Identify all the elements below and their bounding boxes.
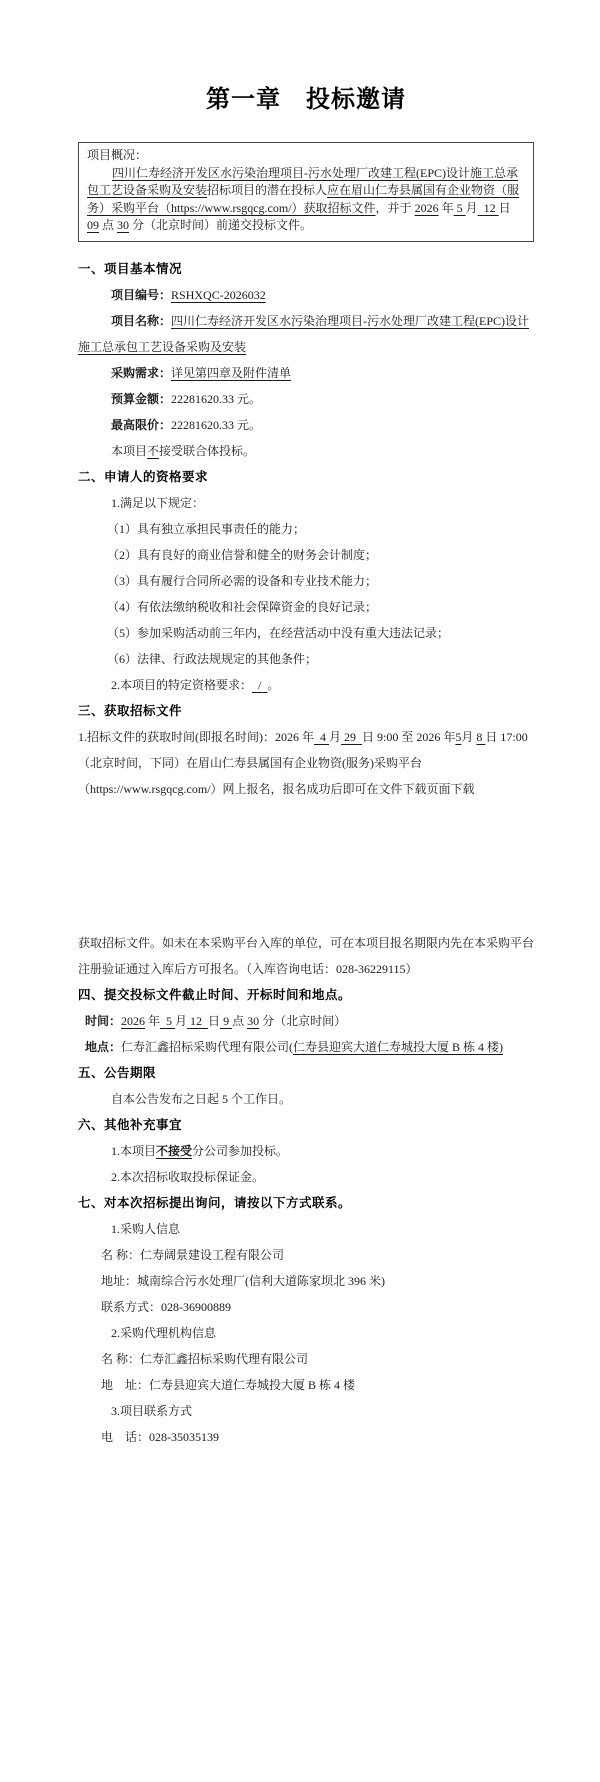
place-address: 仁寿县迎宾大道仁寿城投大厦 B 栋 4 楼): [293, 1039, 504, 1054]
overview-month: 5: [453, 200, 466, 215]
place-company: 仁寿汇鑫招标采购代理有限公司(: [121, 1039, 294, 1054]
qualification-item-3: （3）具有履行合同所必需的设备和专业技术能力；: [107, 573, 378, 588]
project-code-label: 项目编号：: [111, 287, 172, 302]
budget-value: 22281620.33 元。: [171, 391, 262, 406]
qualification-item-5: （5）参加采购活动前三年内，在经营活动中没有重大违法记录；: [107, 625, 450, 640]
obtain-docs-paragraph-cont: 获取招标文件。如未在本采购平台入库的单位，可在本项目报名期限内先在本采购平台注册验证通过入库后方可报名。（入库咨询电话：028-36229115）: [78, 935, 535, 976]
buyer-tel-line: [78, 1294, 534, 1320]
project-tel-line: [78, 1424, 534, 1450]
deadline-place-line: [78, 1034, 534, 1060]
overview-project-name: 四川仁寿经济开发区水污染治理项目-污水处理厂改建工程(EPC)设计施工总承包工艺设备采购及安装: [87, 165, 518, 197]
special-qualification-blank: /: [252, 677, 268, 692]
section-6-heading: 六、其他补充事宜: [78, 1117, 183, 1132]
overview-hour: 09: [87, 218, 99, 232]
agent-info-title: 2.采购代理机构信息: [111, 1325, 217, 1340]
qualification-item-2: （2）具有良好的商业信誉和健全的财务会计制度；: [107, 547, 378, 562]
cap-label: 最高限价：: [111, 417, 172, 432]
overview-platform: 应在眉山仁寿县属国有企业物资（服务）采购平台（https://www.rsgqcg.com/）获取招标文件: [87, 183, 520, 215]
section-1-heading: 一、项目基本情况: [78, 261, 183, 276]
document-body: [78, 256, 534, 1450]
project-code-line: [78, 282, 534, 308]
cap-value: 22281620.33 元。: [171, 417, 262, 432]
obtain-day-value: 29: [341, 729, 363, 744]
not-accept-branch: 不接受: [156, 1143, 193, 1158]
obtain-end-month: 5: [455, 729, 462, 744]
section-4-heading: 四、提交投标文件截止时间、开标时间和地点。: [78, 987, 352, 1002]
obtain-end-day: 8: [476, 729, 486, 744]
demand-value: 详见第四章及附件清单: [171, 365, 292, 380]
agent-name-label: 名 称：: [101, 1351, 141, 1366]
qualification-item-1: （1）具有独立承担民事责任的能力；: [107, 521, 306, 536]
section-3-heading: 三、获取招标文件: [78, 703, 183, 718]
announcement-period-line: 自本公告发布之日起 5 个工作日。: [111, 1091, 292, 1106]
section-7-heading: 七、对本次招标提出询问，请按以下方式联系。: [78, 1195, 352, 1210]
buyer-info-title: 1.采购人信息: [111, 1221, 181, 1236]
project-name-label: 项目名称：: [111, 313, 172, 328]
section-5-heading: 五、公告期限: [78, 1065, 157, 1080]
project-name-value: 四川仁寿经济开发区水污染治理项目-污水处理厂改建工程(EPC)设计施工总承包工艺设备采购及安装: [78, 313, 530, 354]
deadline-hour: 9: [220, 1013, 233, 1028]
deadline-year: 2026: [121, 1013, 146, 1028]
obtain-docs-paragraph: 1.招标文件的获取时间(即报名时间)：2026 年 4 月 29 日 9:00 至 2026 年5月 8 日 17:00（北京时间，下同）在眉山仁寿县属国有企业物资(服务)采购平台（https://www.rsgqcg.com/）网上报名，报名成功后即可在文件下载页面下载: [78, 729, 528, 796]
budget-label: 预算金额：: [111, 391, 172, 406]
budget-line: [78, 386, 534, 412]
project-tel-label: 电 话：: [101, 1429, 150, 1444]
overview-minute: 30: [117, 218, 130, 232]
qualification-item-4: （4）有依法缴纳税收和社会保障资金的良好记录；: [107, 599, 378, 614]
deadline-day: 12: [187, 1013, 209, 1028]
qualification-intro: 1.满足以下规定：: [111, 495, 205, 510]
project-tel-value: 028-35035139: [149, 1429, 220, 1444]
buyer-name-value: 仁寿阔景建设工程有限公司: [140, 1247, 285, 1262]
buyer-tel-value: 028-36900889: [161, 1299, 232, 1314]
buyer-name-label: 名 称：: [101, 1247, 141, 1262]
deadline-minute: 30: [247, 1013, 260, 1028]
document-page: [0, 86, 600, 1450]
page-title: 第一章 投标邀请: [206, 87, 406, 113]
project-overview-box: [78, 142, 534, 242]
buyer-address-value: 城南综合污水处理厂(信利大道陈家坝北 396 米): [137, 1273, 386, 1288]
page-break-gap: [78, 802, 534, 930]
project-code-value: RSHXQC-2026032: [171, 287, 266, 302]
qualification-item-6: （6）法律、行政法规规定的其他条件；: [107, 651, 318, 666]
project-name-line: [78, 308, 534, 360]
overview-paragraph: 四川仁寿经济开发区水污染治理项目-污水处理厂改建工程(EPC)设计施工总承包工艺设备采购及安装招标项目的潜在投标人应在眉山仁寿县属国有企业物资（服务）采购平台（https://www.rsgqcg.com/）获取招标文件，并于 2026 年 5 月 12 日 09 点 30 分（北京时间）前递交投标文件。: [87, 165, 520, 232]
obtain-month-value: 4: [314, 729, 329, 744]
place-label: 地点：: [85, 1039, 122, 1054]
deadline-month: 5: [160, 1013, 176, 1028]
section-2-heading: 二、申请人的资格要求: [78, 469, 209, 484]
time-label: 时间：: [85, 1013, 122, 1028]
buyer-name-line: [78, 1242, 534, 1268]
agent-address-value: 仁寿县迎宾大道仁寿城投大厦 B 栋 4 楼: [149, 1377, 356, 1392]
special-qualification-line: 2.本项目的特定资格要求： / 。: [111, 677, 280, 692]
overview-text: 招标项目的潜在投标人: [207, 183, 328, 197]
overview-label: 项目概况：: [87, 148, 148, 162]
agent-name-line: [78, 1346, 534, 1372]
overview-year: 2026: [414, 200, 439, 215]
agent-address-label: 地 址：: [101, 1377, 150, 1392]
overview-day: 12: [477, 200, 499, 215]
buyer-tel-label: 联系方式：: [101, 1299, 162, 1314]
cap-line: [78, 412, 534, 438]
agent-name-value: 仁寿汇鑫招标采购代理有限公司: [140, 1351, 309, 1366]
buyer-address-line: [78, 1268, 534, 1294]
joint-bid-line: 本项目不接受联合体投标。: [111, 443, 256, 458]
demand-line: [78, 360, 534, 386]
project-contact-title: 3.项目联系方式: [111, 1403, 193, 1418]
agent-address-line: [78, 1372, 534, 1398]
deadline-time-line: 时间：2026 年 5 月 12 日 9 点 30 分（北京时间）: [85, 1013, 347, 1028]
buyer-address-label: 地址：: [101, 1273, 138, 1288]
supplement-item-1: 1.本项目不接受分公司参加投标。: [111, 1143, 289, 1158]
supplement-item-2: 2.本次招标收取投标保证金。: [111, 1169, 265, 1184]
demand-label: 采购需求：: [111, 365, 172, 380]
